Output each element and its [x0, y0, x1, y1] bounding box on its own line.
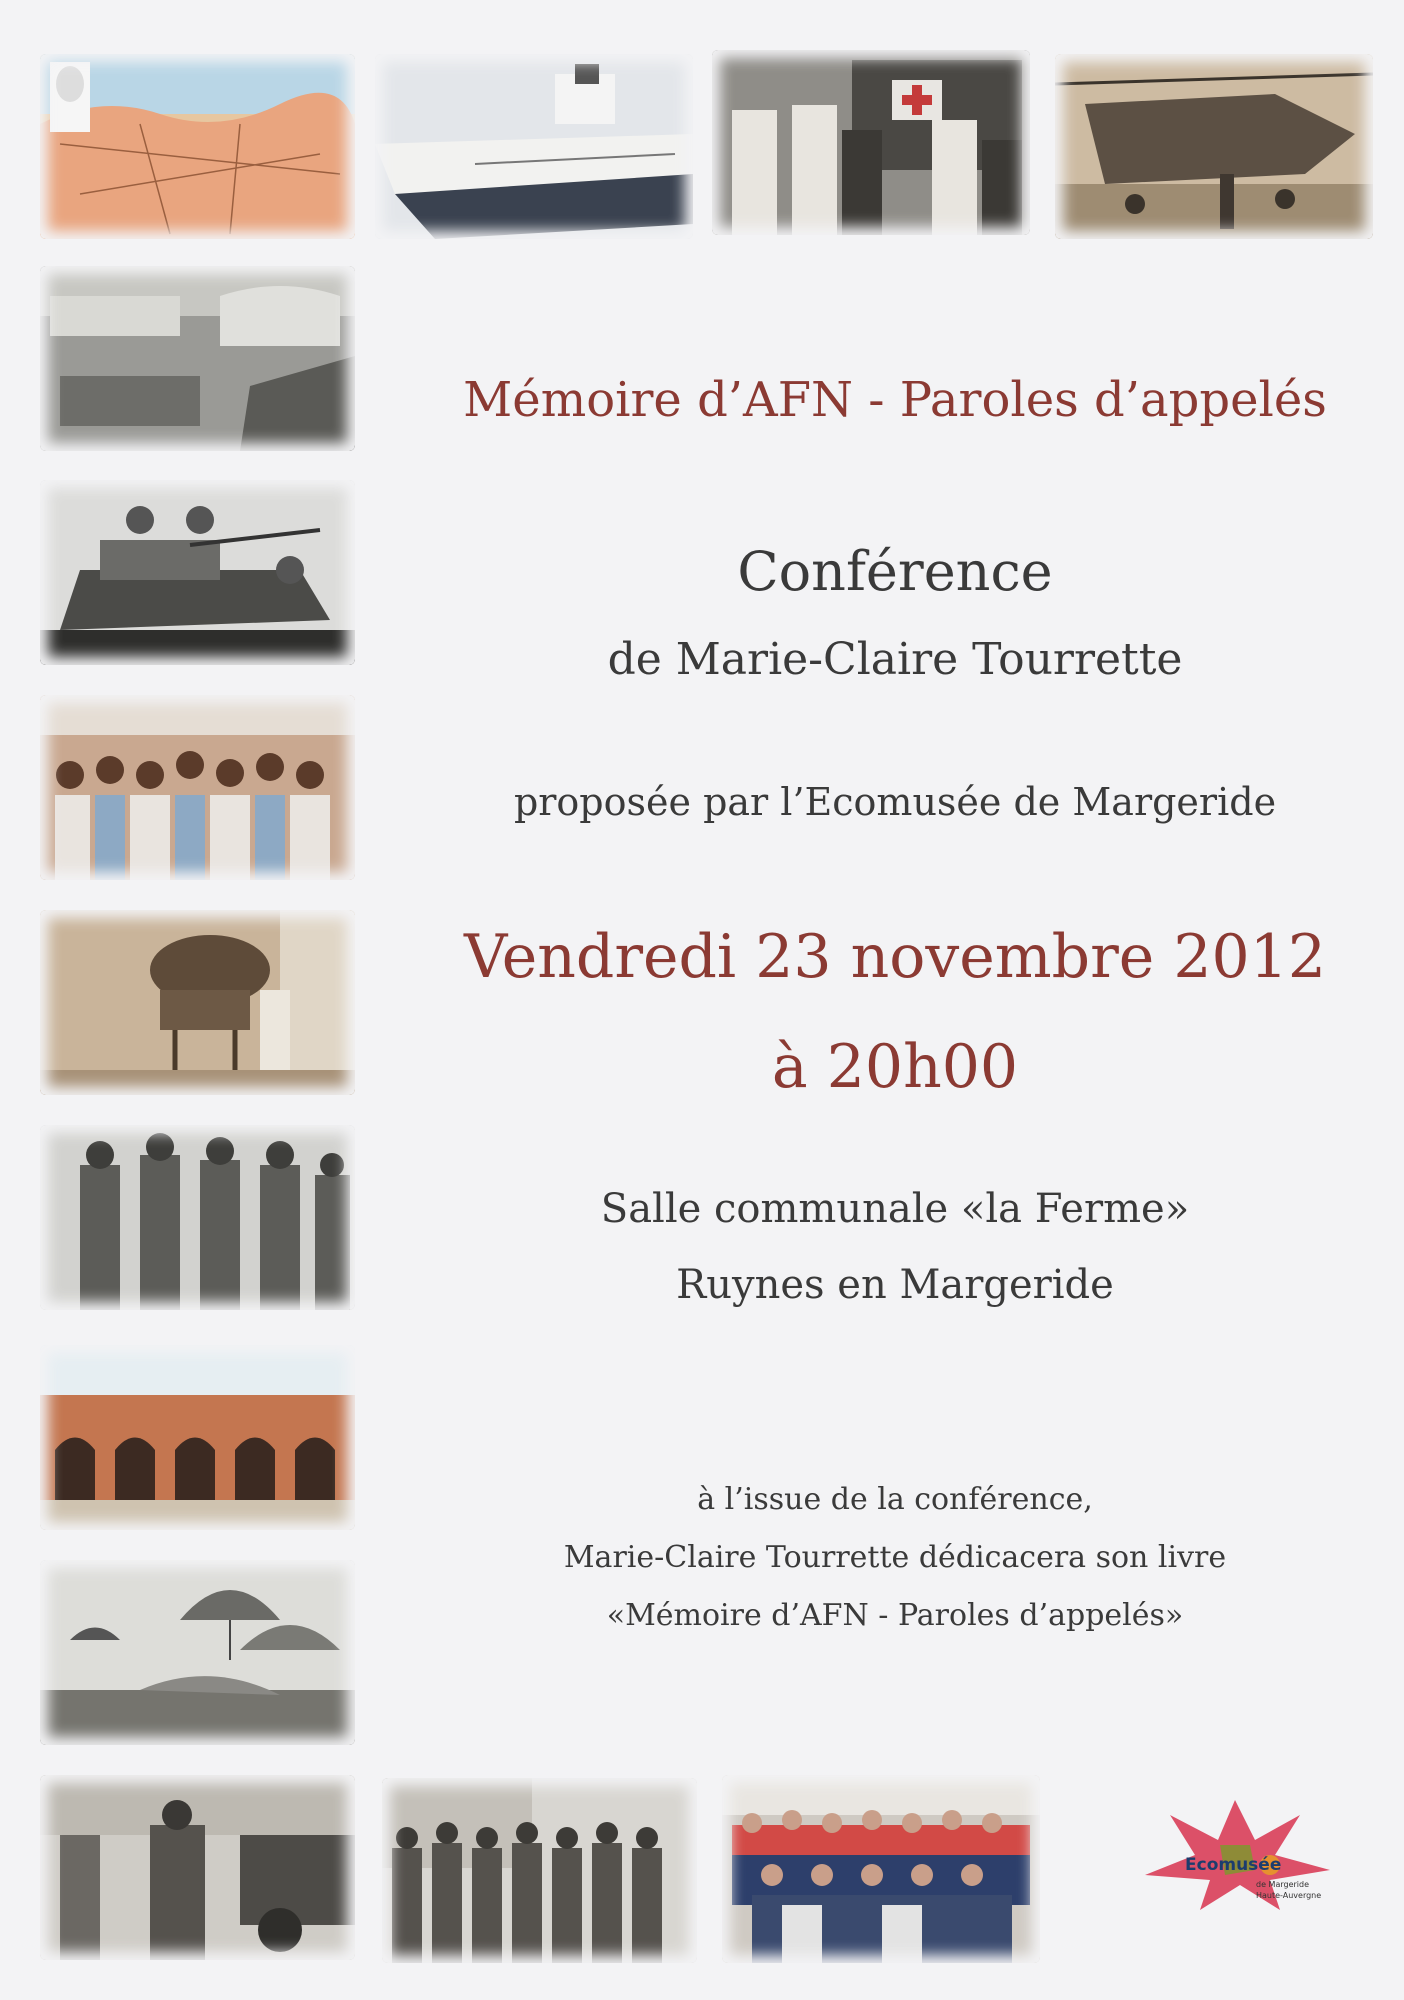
after-line-3: «Mémoire d’AFN - Paroles d’appelés»	[606, 1598, 1184, 1633]
photo-arcade-building	[40, 1345, 355, 1530]
event-time: à 20h00	[771, 1032, 1019, 1102]
after-line-2: Marie-Claire Tourrette dédicacera son livre	[563, 1540, 1227, 1575]
poster-title: Mémoire d’AFN - Paroles d’appelés	[463, 372, 1327, 428]
photo-helicopter	[1055, 54, 1373, 239]
logo-subtitle-2: Haute-Auvergne	[1256, 1891, 1322, 1900]
photo-parachutes	[40, 1560, 355, 1745]
conference-label: Conférence	[737, 540, 1053, 603]
photo-ambulance-crowd	[712, 50, 1030, 235]
speaker-name: de Marie-Claire Tourrette	[607, 634, 1183, 685]
proposed-by: proposée par l’Ecomusée de Margeride	[513, 780, 1277, 824]
venue-line-2: Ruynes en Margeride	[676, 1262, 1114, 1308]
logo-name: Ecomusée	[1185, 1855, 1282, 1875]
photo-soldiers-marching	[40, 1125, 355, 1310]
photo-map-algeria	[40, 54, 355, 239]
after-line-1: à l’issue de la conférence,	[697, 1482, 1093, 1517]
event-date: Vendredi 23 novembre 2012	[463, 922, 1327, 992]
photo-camel-street	[40, 910, 355, 1095]
photo-military-base	[40, 266, 355, 451]
venue-line-1: Salle communale «la Ferme»	[600, 1186, 1190, 1232]
photo-children-group	[40, 695, 355, 880]
photo-tank-soldiers	[40, 480, 355, 665]
photo-ship	[375, 54, 693, 239]
photo-soldiers-group	[382, 1778, 697, 1963]
photo-veterans-group	[722, 1775, 1040, 1963]
photo-officer-vehicle	[40, 1775, 355, 1960]
logo-subtitle-1: de Margeride	[1256, 1880, 1310, 1889]
